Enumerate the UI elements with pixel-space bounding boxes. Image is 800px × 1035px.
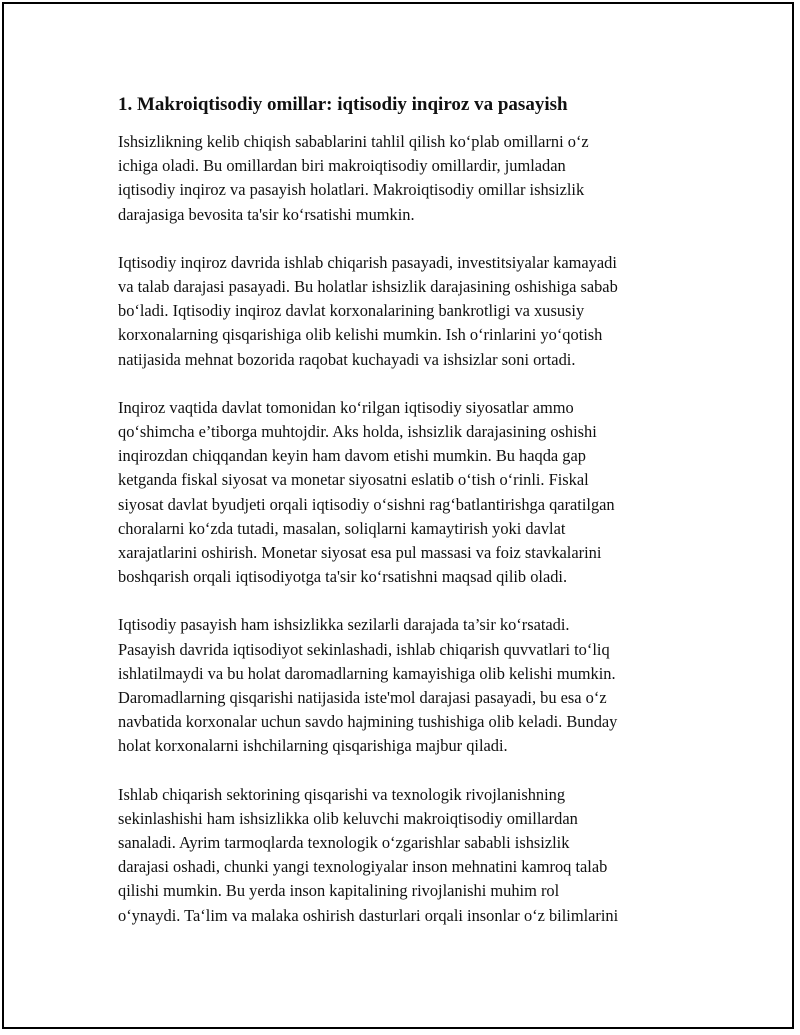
text-line: Iqtisodiy inqiroz davrida ishlab chiqarish pasayadi, investitsiyalar kamayadi	[118, 252, 617, 272]
text-line: choralarni ko‘zda tutadi, masalan, soliqlarni kamaytirish yoki davlat	[118, 518, 566, 538]
text-line: Ishlab chiqarish sektorining qisqarishi va texnologik rivojlanishning	[118, 784, 566, 804]
text-line: ichiga oladi. Bu omillardan biri makroiqtisodiy omillardir, jumladan	[118, 156, 566, 176]
text-line: ishlatilmaydi va bu holat daromadlarning kamayishiga olib kelishi mumkin.	[118, 663, 616, 683]
text-line: iqtisodiy inqiroz va pasayish holatlari. Makroiqtisodiy omillar ishsizlik	[118, 180, 585, 200]
text-line: siyosat davlat byudjeti orqali iqtisodiy o‘sishni rag‘batlantirishga qaratilgan	[118, 494, 615, 514]
text-line: Daromadlarning qisqarishi natijasida iste'mol darajasi pasayadi, bu esa o‘z	[118, 688, 607, 708]
text-line: qo‘shimcha e’tiborga muhtojdir. Aks holda, ishsizlik darajasining oshishi	[118, 422, 597, 442]
text-line: korxonalarning qisqarishiga olib kelishi mumkin. Ish o‘rinlarini yo‘qotish	[118, 325, 603, 345]
text-line: Pasayish davrida iqtisodiyot sekinlashadi, ishlab chiqarish quvvatlari to‘liq	[118, 639, 610, 659]
paragraph-5	[118, 783, 698, 928]
text-line: boshqarish orqali iqtisodiyotga ta'sir ko‘rsatishni maqsad qilib oladi.	[118, 567, 568, 587]
text-line: navbatida korxonalar uchun savdo hajmining tushishiga olib keladi. Bunday	[118, 712, 618, 732]
text-line: darajasi oshadi, chunki yangi texnologiyalar inson mehnatini kamroq talab	[118, 857, 608, 877]
text-line: Iqtisodiy pasayish ham ishsizlikka sezilarli darajada ta’sir ko‘rsatadi.	[118, 615, 570, 635]
text-line: ketganda fiskal siyosat va monetar siyosatni eslatib o‘tish o‘rinli. Fiskal	[118, 470, 589, 490]
paragraph-2	[118, 251, 698, 372]
paragraph-4	[118, 613, 698, 758]
text-line: xarajatlarini oshirish. Monetar siyosat esa pul massasi va foiz stavkalarini	[118, 543, 602, 563]
text-line: sanaladi. Ayrim tarmoqlarda texnologik o‘zgarishlar sababli ishsizlik	[118, 833, 570, 853]
text-line: qilishi mumkin. Bu yerda inson kapitalining rivojlanishi muhim rol	[118, 881, 560, 901]
text-line: va talab darajasi pasayadi. Bu holatlar ishsizlik darajasining oshishiga sabab	[118, 277, 618, 297]
text-line: natijasida mehnat bozorida raqobat kuchayadi va ishsizlar soni ortadi.	[118, 349, 576, 369]
text-line: holat korxonalarni ishchilarning qisqarishiga majbur qiladi.	[118, 736, 508, 756]
text-line: Inqiroz vaqtida davlat tomonidan ko‘rilgan iqtisodiy siyosatlar ammo	[118, 397, 574, 417]
text-line: o‘ynaydi. Ta‘lim va malaka oshirish dasturlari orqali insonlar o‘z bilimlarini	[118, 905, 619, 925]
paragraph-1	[118, 130, 698, 227]
text-line: darajasiga bevosita ta'sir ko‘rsatishi mumkin.	[118, 204, 415, 224]
text-line: inqirozdan chiqqandan keyin ham davom etishi mumkin. Bu haqda gap	[118, 446, 586, 466]
text-line: Ishsizlikning kelib chiqish sabablarini tahlil qilish ko‘plab omillarni o‘z	[118, 132, 589, 151]
document-body	[118, 92, 698, 952]
text-line: bo‘ladi. Iqtisodiy inqiroz davlat korxonalarining bankrotligi va xususiy	[118, 301, 585, 321]
text-line: sekinlashishi ham ishsizlikka olib keluvchi makroiqtisodiy omillardan	[118, 808, 578, 828]
section-heading: 1. Makroiqtisodiy omillar: iqtisodiy inqiroz va pasayish	[118, 94, 568, 115]
paragraph-3	[118, 396, 698, 590]
